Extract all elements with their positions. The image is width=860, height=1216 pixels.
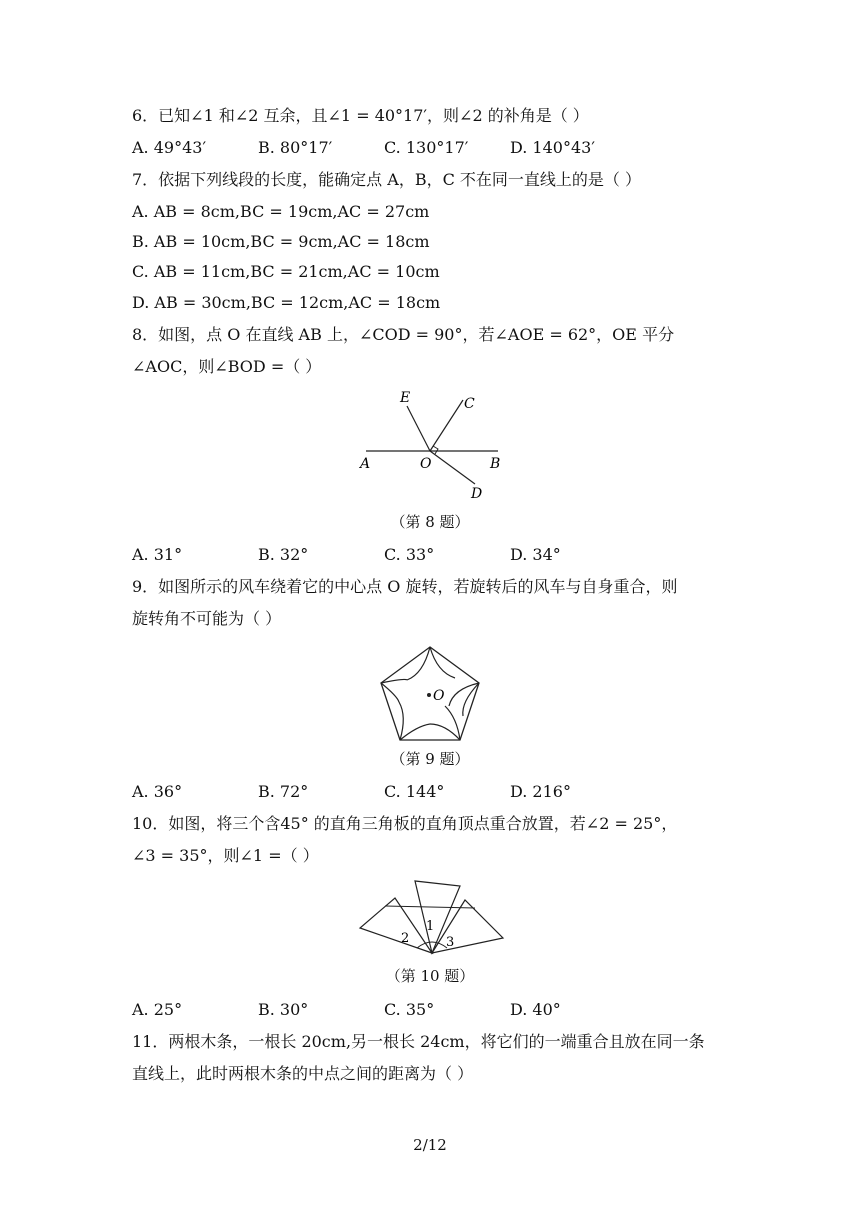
q7-option-b: B. AB = 10cm,BC = 9cm,AC = 18cm xyxy=(132,232,430,251)
right-angle-mark xyxy=(433,446,438,454)
q9-caption: （第 9 题） xyxy=(390,750,470,768)
q9-stem-line1: 9．如图所示的风车绕着它的中心点 O 旋转，若旋转后的风车与自身重合，则 xyxy=(132,577,678,596)
q8-option-c: C. 33° xyxy=(384,545,435,564)
ray-oe xyxy=(407,406,430,451)
ray-od xyxy=(430,451,475,484)
label-b: B xyxy=(490,456,501,472)
q11-stem-line2: 直线上，此时两根木条的中点之间的距离为（ ） xyxy=(132,1064,474,1083)
q9-option-d: D. 216° xyxy=(510,782,571,801)
windmill-blade xyxy=(445,706,460,740)
q10-option-d: D. 40° xyxy=(510,1000,561,1019)
q10-stem-line2: ∠3 = 35°，则∠1 =（ ） xyxy=(132,846,319,865)
q10-option-b: B. 30° xyxy=(258,1000,309,1019)
q6-option-b: B. 80°17′ xyxy=(258,138,333,157)
q8-option-b: B. 32° xyxy=(258,545,309,564)
windmill-blade xyxy=(430,724,460,740)
windmill-blade xyxy=(400,724,430,740)
q8-caption: （第 8 题） xyxy=(390,513,470,531)
q9-stem-line2: 旋转角不可能为（ ） xyxy=(132,609,282,628)
q8-stem-line1: 8．如图，点 O 在直线 AB 上，∠COD = 90°，若∠AOE = 62°，OE 平分 xyxy=(132,325,675,344)
angle-arc xyxy=(417,942,447,948)
q10-caption: （第 10 题） xyxy=(385,967,475,985)
q9-figure xyxy=(375,644,487,748)
q9-option-a: A. 36° xyxy=(132,782,183,801)
angle-label-1: 1 xyxy=(426,919,435,934)
q6-option-a: A. 49°43′ xyxy=(132,138,207,157)
q9-option-b: B. 72° xyxy=(258,782,309,801)
center-point xyxy=(427,693,431,697)
label-c: C xyxy=(464,396,475,412)
label-d: D xyxy=(471,486,483,502)
q8-stem-line2: ∠AOC，则∠BOD =（ ） xyxy=(132,357,322,376)
q8-figure xyxy=(350,386,520,504)
q10-option-c: C. 35° xyxy=(384,1000,435,1019)
q10-stem-line1: 10．如图，将三个含45° 的直角三角板的直角顶点重合放置，若∠2 = 25°， xyxy=(132,814,678,833)
label-a: A xyxy=(360,456,371,472)
q7-option-d: D. AB = 30cm,BC = 12cm,AC = 18cm xyxy=(132,293,441,312)
label-o: O xyxy=(420,456,432,472)
ray-oc xyxy=(430,400,463,451)
q7-option-a: A. AB = 8cm,BC = 19cm,AC = 27cm xyxy=(132,202,430,221)
q10-figure xyxy=(355,878,507,958)
q6-option-c: C. 130°17′ xyxy=(384,138,469,157)
q8-option-d: D. 34° xyxy=(510,545,561,564)
page-number: 2/12 xyxy=(413,1136,447,1154)
q8-option-a: A. 31° xyxy=(132,545,183,564)
q10-option-a: A. 25° xyxy=(132,1000,183,1019)
windmill-blade xyxy=(399,702,403,740)
angle-label-2: 2 xyxy=(401,931,410,946)
q9-option-c: C. 144° xyxy=(384,782,445,801)
q6-option-d: D. 140°43′ xyxy=(510,138,595,157)
q11-stem-line1: 11．两根木条，一根长 20cm,另一根长 24cm，将它们的一端重合且放在同一条 xyxy=(132,1032,705,1051)
label-o: O xyxy=(433,688,445,704)
angle-label-3: 3 xyxy=(446,935,455,950)
label-e: E xyxy=(400,390,411,406)
q6-stem: 6．已知∠1 和∠2 互余，且∠1 = 40°17′，则∠2 的补角是（ ） xyxy=(132,106,589,125)
windmill-blade xyxy=(407,647,430,680)
q7-stem: 7．依据下列线段的长度，能确定点 A，B，C 不在同一直线上的是（ ） xyxy=(132,170,641,189)
q7-option-c: C. AB = 11cm,BC = 21cm,AC = 10cm xyxy=(132,262,440,281)
